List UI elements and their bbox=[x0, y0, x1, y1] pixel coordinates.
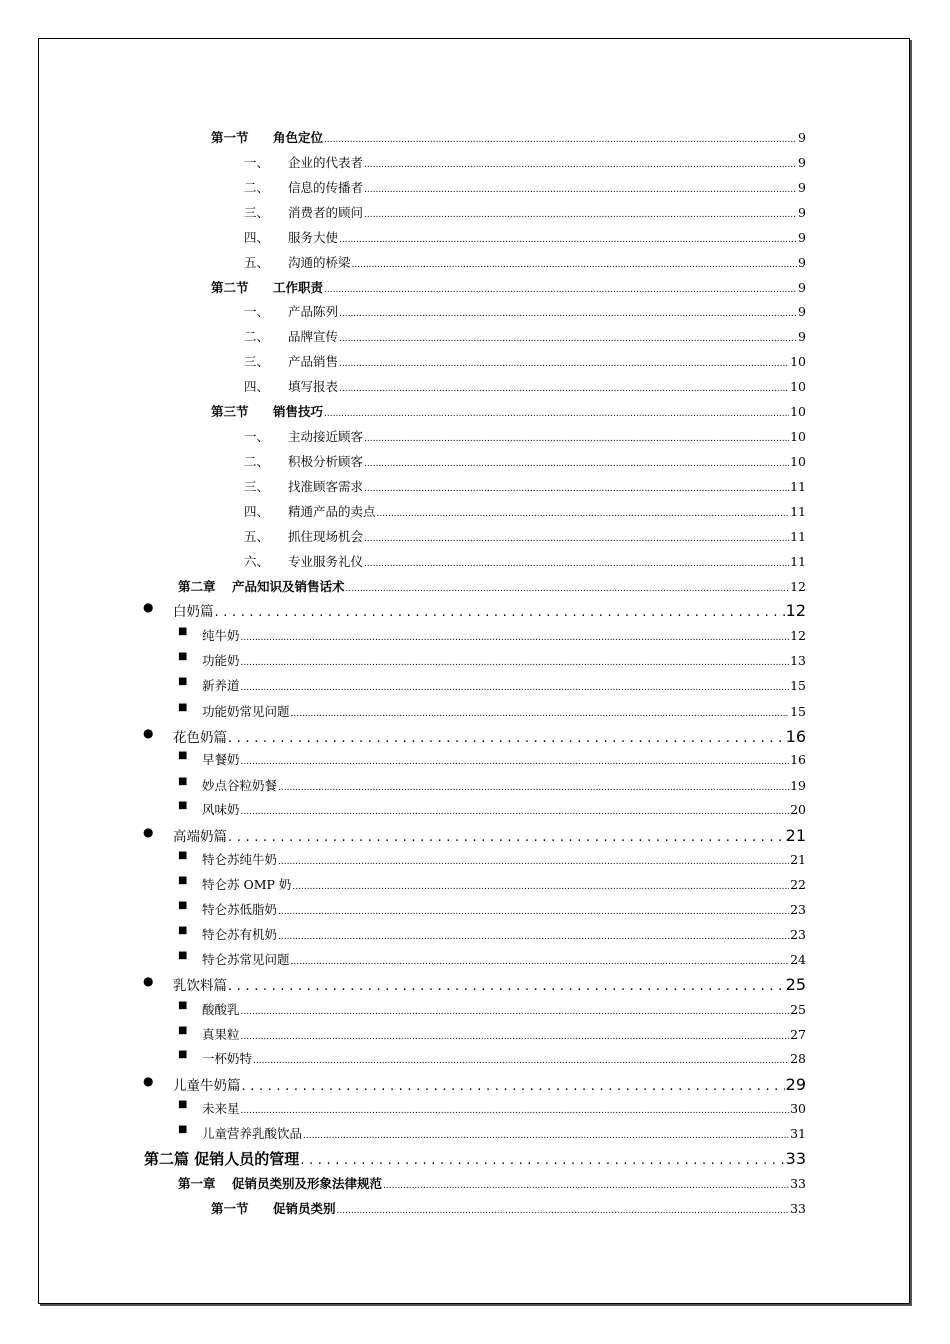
toc-entry-product[interactable] bbox=[178, 626, 806, 644]
toc-entry-title: 二、 品牌宣传 bbox=[244, 329, 339, 344]
toc-entry-title: 特仑苏纯牛奶 bbox=[202, 852, 278, 867]
toc-page-number: 9 bbox=[798, 205, 806, 220]
dot-leader bbox=[278, 857, 789, 867]
toc-page-number: 12 bbox=[790, 628, 806, 643]
toc-entry-title: 四、 服务大使 bbox=[244, 230, 339, 245]
toc-entry-product[interactable] bbox=[178, 850, 806, 868]
toc-entry-title: 风味奶 bbox=[202, 802, 240, 817]
toc-entry-title: 第二篇 促销人员的管理 bbox=[144, 1150, 300, 1168]
bullet-dot-icon: ● bbox=[143, 974, 154, 988]
dot-leader bbox=[291, 709, 790, 719]
toc-entry-title: 五、 抓住现场机会 bbox=[244, 529, 364, 544]
toc-entry-title: 五、 沟通的桥梁 bbox=[244, 255, 351, 270]
toc-entry-item[interactable] bbox=[244, 502, 806, 520]
toc-page-number: 20 bbox=[790, 802, 806, 817]
toc-page-number: 10 bbox=[790, 404, 806, 419]
dot-leader bbox=[364, 484, 789, 494]
bullet-dot-icon: ● bbox=[143, 600, 154, 614]
dot-leader bbox=[364, 534, 789, 544]
toc-entry-title: 第三节 销售技巧 bbox=[211, 404, 324, 419]
toc-entry-title: 早餐奶 bbox=[202, 752, 240, 767]
dot-leader bbox=[303, 1131, 789, 1141]
toc-page-number: 25 bbox=[790, 1002, 806, 1017]
toc-entry-product[interactable] bbox=[178, 651, 806, 669]
toc-page-number: 9 bbox=[798, 230, 806, 245]
toc-page-number: 33 bbox=[785, 1149, 806, 1168]
toc-entry-title: 三、 找准顾客需求 bbox=[244, 479, 364, 494]
toc-entry-title: 四、 精通产品的卖点 bbox=[244, 504, 376, 519]
dot-leader bbox=[228, 830, 785, 845]
toc-page-number: 11 bbox=[790, 504, 806, 519]
dot-leader bbox=[364, 434, 789, 444]
square-bullet-icon: ■ bbox=[178, 850, 188, 861]
toc-entry-title: 妙点谷粒奶餐 bbox=[202, 778, 278, 793]
dot-leader bbox=[241, 633, 790, 643]
toc-entry-section[interactable] bbox=[211, 278, 806, 296]
toc-entry-product[interactable] bbox=[178, 702, 806, 720]
toc-entry-title: 白奶篇 bbox=[173, 604, 214, 620]
toc-entry-title: 三、 产品销售 bbox=[244, 354, 339, 369]
toc-entry-chapter[interactable] bbox=[178, 577, 806, 595]
toc-page-number: 11 bbox=[790, 479, 806, 494]
toc-entry-title: 酸酸乳 bbox=[202, 1002, 240, 1017]
toc-entry-item[interactable] bbox=[244, 477, 806, 495]
toc-entry-item[interactable] bbox=[244, 352, 806, 370]
square-bullet-icon: ■ bbox=[178, 626, 188, 637]
toc-page-number: 10 bbox=[790, 454, 806, 469]
toc-entry-title: 特仑苏常见问题 bbox=[202, 952, 290, 967]
square-bullet-icon: ■ bbox=[178, 1049, 188, 1060]
toc-entry-title: 第二章 产品知识及销售话术 bbox=[178, 579, 345, 594]
toc-entry-category[interactable] bbox=[143, 600, 806, 620]
dot-leader bbox=[383, 1181, 789, 1191]
dot-leader bbox=[215, 605, 785, 620]
toc-page-number: 30 bbox=[790, 1101, 806, 1116]
toc-page-number: 9 bbox=[798, 304, 806, 319]
toc-entry-title: 二、 积极分析顾客 bbox=[244, 454, 364, 469]
toc-entry-item[interactable] bbox=[244, 327, 806, 345]
toc-entry-title: 一、 产品陈列 bbox=[244, 304, 339, 319]
toc-entry-title: 儿童营养乳酸饮品 bbox=[202, 1126, 303, 1141]
toc-entry-product[interactable] bbox=[178, 950, 806, 968]
toc-page-number: 9 bbox=[798, 180, 806, 195]
toc-entry-product[interactable] bbox=[178, 1000, 806, 1018]
toc-entry-category[interactable] bbox=[143, 825, 806, 845]
toc-entry-title: 第一节 角色定位 bbox=[211, 130, 324, 145]
toc-entry-title: 特仑苏有机奶 bbox=[202, 927, 278, 942]
dot-leader bbox=[324, 285, 797, 295]
toc-page-number: 15 bbox=[790, 704, 806, 719]
toc-page-number: 33 bbox=[790, 1176, 806, 1191]
toc-entry-section[interactable] bbox=[211, 1199, 806, 1217]
dot-leader bbox=[278, 932, 789, 942]
toc-page-number: 12 bbox=[785, 601, 806, 620]
dot-leader bbox=[337, 1206, 790, 1216]
toc-entry-product[interactable] bbox=[178, 1099, 806, 1117]
toc-page-number: 16 bbox=[785, 727, 806, 746]
dot-leader bbox=[324, 409, 789, 419]
toc-page-number: 15 bbox=[790, 678, 806, 693]
dot-leader bbox=[253, 1056, 789, 1066]
toc-entry-title: 第二节 工作职责 bbox=[211, 280, 324, 295]
dot-leader bbox=[364, 559, 789, 569]
dot-leader bbox=[364, 160, 797, 170]
toc-entry-category[interactable] bbox=[143, 1074, 806, 1094]
toc-entry-item[interactable] bbox=[244, 178, 806, 196]
toc-page-number: 10 bbox=[790, 429, 806, 444]
toc-page-number: 9 bbox=[798, 155, 806, 170]
toc-page-number: 31 bbox=[790, 1126, 806, 1141]
toc-entry-title: 乳饮料篇 bbox=[173, 978, 227, 994]
square-bullet-icon: ■ bbox=[178, 900, 188, 911]
dot-leader bbox=[364, 210, 797, 220]
dot-leader bbox=[241, 1106, 790, 1116]
dot-leader bbox=[241, 683, 790, 693]
square-bullet-icon: ■ bbox=[178, 776, 188, 787]
toc-entry-section[interactable] bbox=[211, 128, 806, 146]
dot-leader bbox=[339, 235, 797, 245]
toc-entry-item[interactable] bbox=[244, 427, 806, 445]
square-bullet-icon: ■ bbox=[178, 750, 188, 761]
dot-leader bbox=[339, 359, 789, 369]
toc-entry-category[interactable] bbox=[143, 974, 806, 994]
toc-entry-title: 功能奶 bbox=[202, 653, 240, 668]
toc-page-number: 19 bbox=[790, 778, 806, 793]
toc-entry-title: 新养道 bbox=[202, 678, 240, 693]
dot-leader bbox=[292, 882, 789, 892]
dot-leader bbox=[228, 731, 785, 746]
toc-page-number: 10 bbox=[790, 354, 806, 369]
toc-entry-item[interactable] bbox=[244, 253, 806, 271]
dot-leader bbox=[339, 309, 797, 319]
toc-entry-product[interactable] bbox=[178, 776, 806, 794]
toc-entry-title: 特仑苏低脂奶 bbox=[202, 902, 278, 917]
dot-leader bbox=[339, 384, 789, 394]
dot-leader bbox=[241, 807, 790, 817]
dot-leader bbox=[291, 957, 790, 967]
toc-entry-chapter[interactable] bbox=[178, 1174, 806, 1192]
toc-entry-category[interactable] bbox=[143, 726, 806, 746]
toc-entry-product[interactable] bbox=[178, 1025, 806, 1043]
toc-page-number: 27 bbox=[790, 1027, 806, 1042]
square-bullet-icon: ■ bbox=[178, 676, 188, 687]
toc-page-number: 33 bbox=[790, 1201, 806, 1216]
toc-entry-title: 三、 消费者的顾问 bbox=[244, 205, 364, 220]
dot-leader bbox=[241, 658, 790, 668]
dot-leader bbox=[241, 757, 790, 767]
toc-entry-product[interactable] bbox=[178, 1049, 806, 1067]
toc-entry-product[interactable] bbox=[178, 900, 806, 918]
toc-entry-title: 儿童牛奶篇 bbox=[173, 1078, 241, 1094]
dot-leader bbox=[242, 1079, 785, 1094]
square-bullet-icon: ■ bbox=[178, 925, 188, 936]
toc-page-number: 9 bbox=[798, 255, 806, 270]
dot-leader bbox=[364, 185, 797, 195]
toc-entry-title: 二、 信息的传播者 bbox=[244, 180, 364, 195]
toc-entry-item[interactable] bbox=[244, 302, 806, 320]
dot-leader bbox=[241, 1007, 790, 1017]
toc-entry-title: 未来星 bbox=[202, 1101, 240, 1116]
toc-entry-item[interactable] bbox=[244, 552, 806, 570]
square-bullet-icon: ■ bbox=[178, 950, 188, 961]
square-bullet-icon: ■ bbox=[178, 702, 188, 713]
dot-leader bbox=[241, 1032, 790, 1042]
toc-entry-title: 第一章 促销员类别及形象法律规范 bbox=[178, 1176, 383, 1191]
toc-entry-title: 纯牛奶 bbox=[202, 628, 240, 643]
square-bullet-icon: ■ bbox=[178, 800, 188, 811]
dot-leader bbox=[364, 459, 789, 469]
toc-entry-title: 真果粒 bbox=[202, 1027, 240, 1042]
toc-page-number: 13 bbox=[790, 653, 806, 668]
square-bullet-icon: ■ bbox=[178, 651, 188, 662]
toc-page-number: 25 bbox=[785, 975, 806, 994]
toc-page-number: 11 bbox=[790, 529, 806, 544]
toc-entry-title: 花色奶篇 bbox=[173, 730, 227, 746]
square-bullet-icon: ■ bbox=[178, 1124, 188, 1135]
dot-leader bbox=[300, 1153, 784, 1168]
toc-entry-title: 功能奶常见问题 bbox=[202, 704, 290, 719]
toc-page-number: 9 bbox=[798, 280, 806, 295]
toc-entry-product[interactable] bbox=[178, 875, 806, 893]
dot-leader bbox=[278, 907, 789, 917]
toc-entry-item[interactable] bbox=[244, 153, 806, 171]
square-bullet-icon: ■ bbox=[178, 1000, 188, 1011]
toc-entry-title: 一杯奶特 bbox=[202, 1051, 253, 1066]
toc-page-number: 11 bbox=[790, 554, 806, 569]
toc-entry-title: 特仑苏 OMP 奶 bbox=[202, 877, 292, 892]
toc-entry-title: 四、 填写报表 bbox=[244, 379, 339, 394]
toc-page-number: 9 bbox=[798, 130, 806, 145]
toc-page-number: 23 bbox=[790, 902, 806, 917]
toc-entry-item[interactable] bbox=[244, 228, 806, 246]
toc-entry-title: 高端奶篇 bbox=[173, 829, 227, 845]
toc-entry-part[interactable] bbox=[144, 1148, 806, 1169]
dot-leader bbox=[339, 334, 797, 344]
toc-entry-product[interactable] bbox=[178, 800, 806, 818]
toc-entry-item[interactable] bbox=[244, 452, 806, 470]
toc-page-number: 24 bbox=[790, 952, 806, 967]
toc-entry-title: 一、 企业的代表者 bbox=[244, 155, 364, 170]
square-bullet-icon: ■ bbox=[178, 875, 188, 886]
dot-leader bbox=[324, 135, 797, 145]
toc-page-number: 22 bbox=[790, 877, 806, 892]
dot-leader bbox=[228, 979, 785, 994]
dot-leader bbox=[278, 783, 789, 793]
toc-entry-product[interactable] bbox=[178, 676, 806, 694]
toc-entry-item[interactable] bbox=[244, 377, 806, 395]
toc-entry-product[interactable] bbox=[178, 750, 806, 768]
square-bullet-icon: ■ bbox=[178, 1025, 188, 1036]
toc-entry-item[interactable] bbox=[244, 203, 806, 221]
toc-page-number: 12 bbox=[790, 579, 806, 594]
toc-page-number: 21 bbox=[790, 852, 806, 867]
bullet-dot-icon: ● bbox=[143, 726, 154, 740]
toc-page-number: 10 bbox=[790, 379, 806, 394]
bullet-dot-icon: ● bbox=[143, 825, 154, 839]
dot-leader bbox=[377, 509, 790, 519]
bullet-dot-icon: ● bbox=[143, 1074, 154, 1088]
toc-entry-title: 六、 专业服务礼仪 bbox=[244, 554, 364, 569]
toc-page-number: 21 bbox=[785, 826, 806, 845]
toc-entry-item[interactable] bbox=[244, 527, 806, 545]
toc-page-number: 28 bbox=[790, 1051, 806, 1066]
toc-page-number: 16 bbox=[790, 752, 806, 767]
dot-leader bbox=[346, 584, 790, 594]
toc-entry-title: 一、 主动接近顾客 bbox=[244, 429, 364, 444]
toc-page-number: 29 bbox=[785, 1075, 806, 1094]
toc-entry-title: 第一节 促销员类别 bbox=[211, 1201, 336, 1216]
toc-page-number: 9 bbox=[798, 329, 806, 344]
toc-page-number: 23 bbox=[790, 927, 806, 942]
toc-entry-product[interactable] bbox=[178, 1124, 806, 1142]
dot-leader bbox=[352, 260, 798, 270]
toc-entry-product[interactable] bbox=[178, 925, 806, 943]
toc-entry-section[interactable] bbox=[211, 402, 806, 420]
square-bullet-icon: ■ bbox=[178, 1099, 188, 1110]
